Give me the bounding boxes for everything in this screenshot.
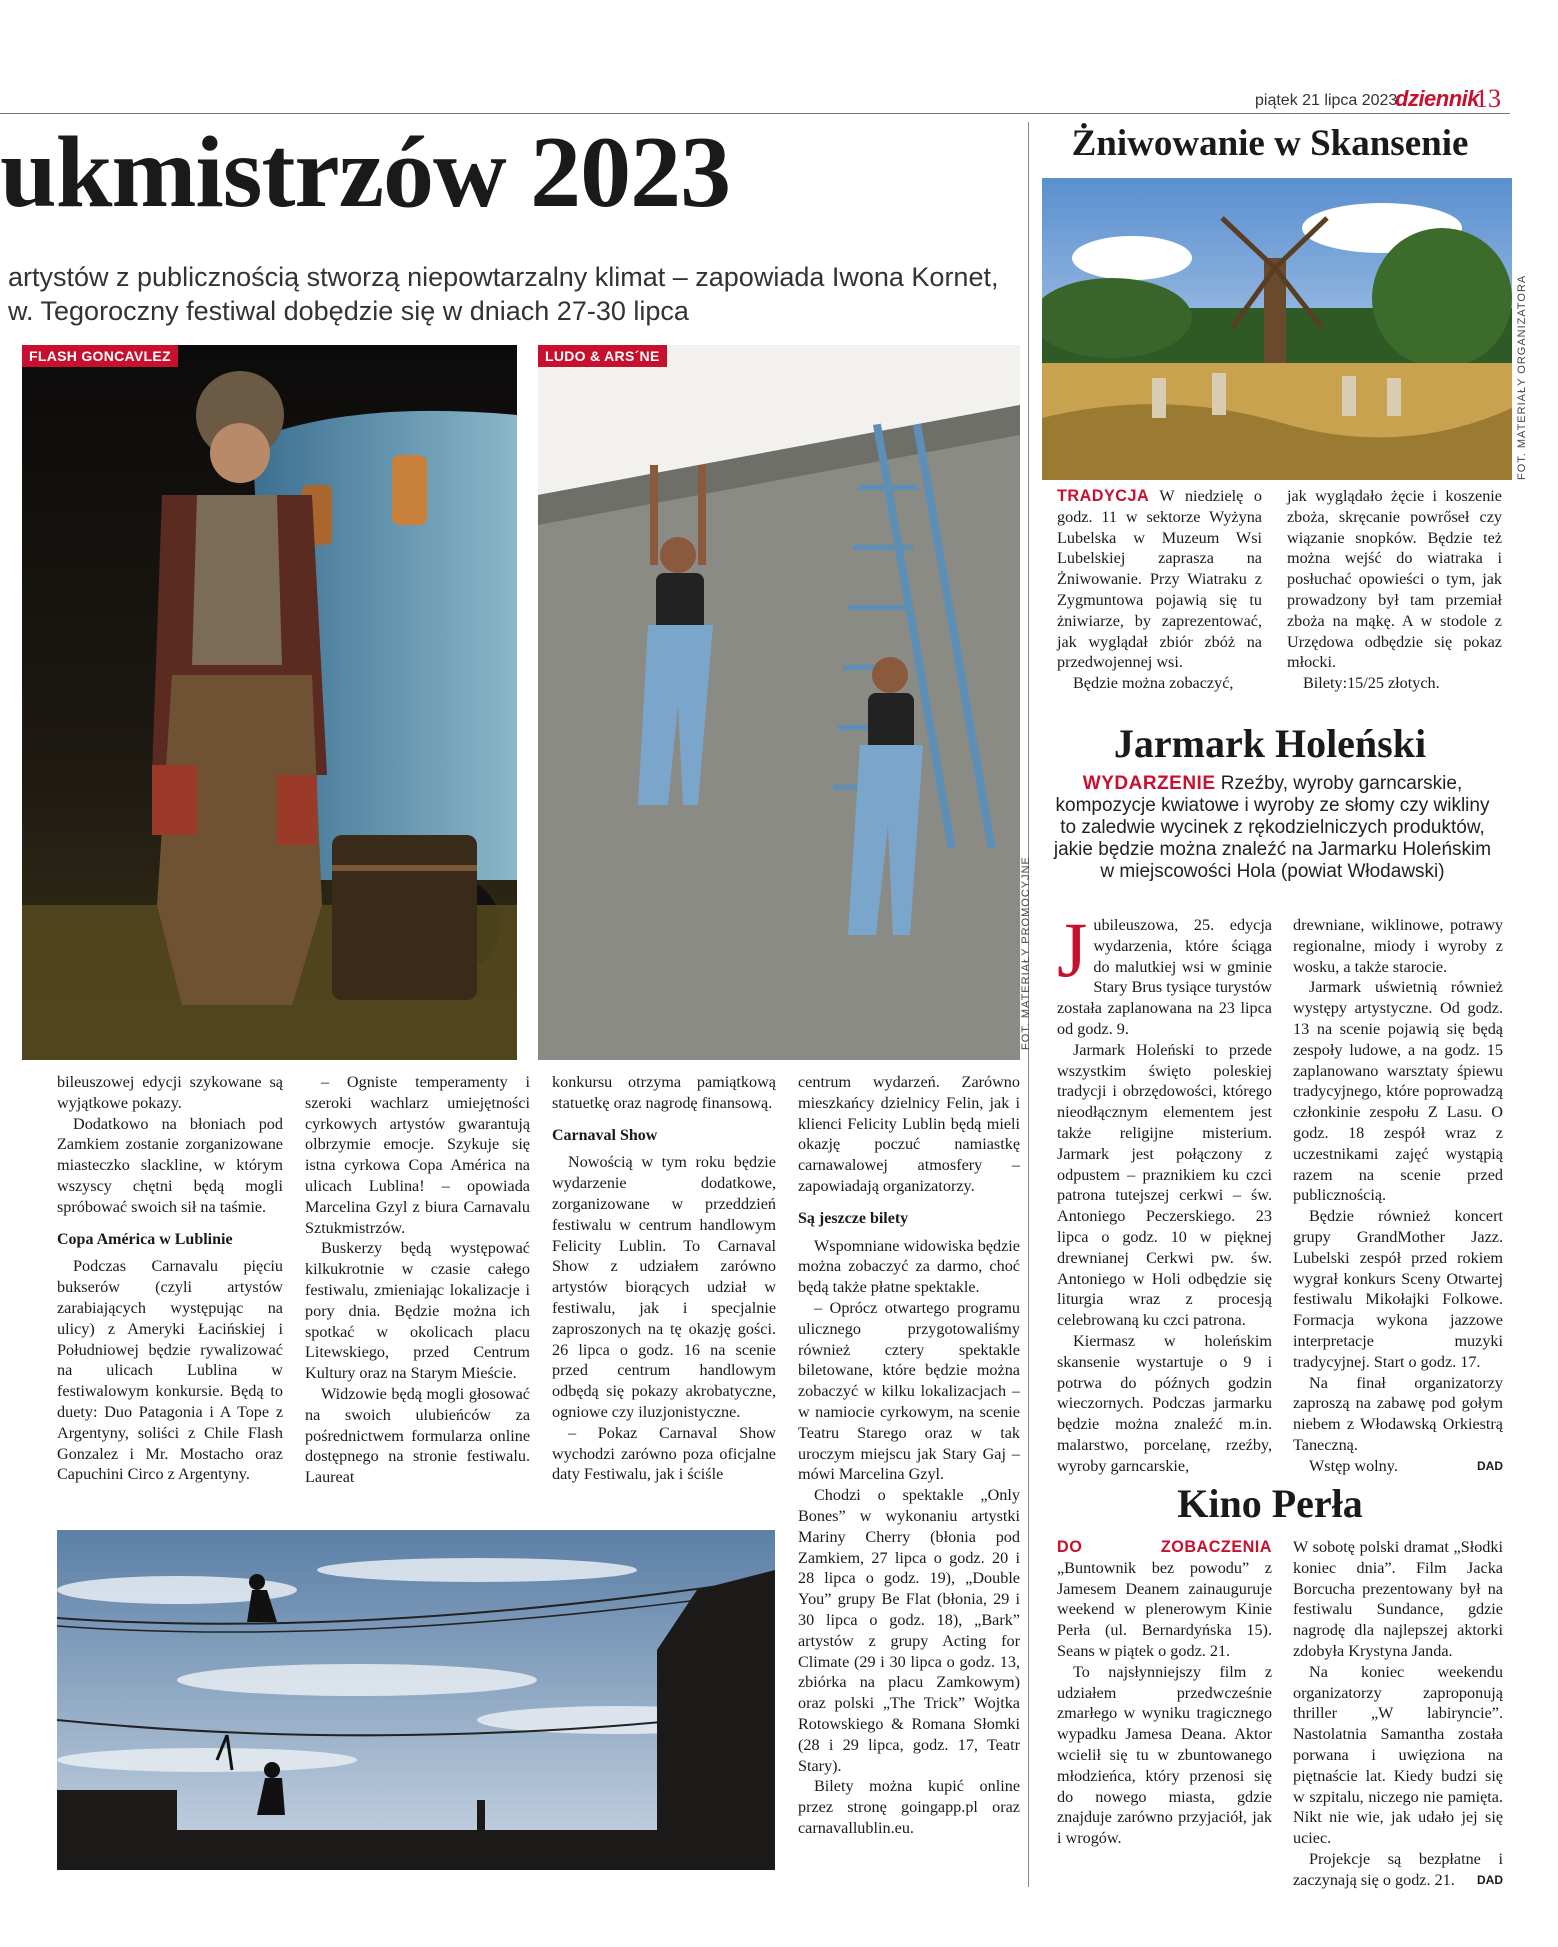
paragraph: W niedzielę o godz. 11 w sektorze Wyżyna Lubelska w Muzeum Wsi Lubelskiej zaprasza na Żniwowanie. Przy Wiatraku z Zygmuntowa pojawią się tu żniwiarze, by zaprezentować, jak wyglądał zbiór zbóż na przedwojennej wsi. <box>1057 487 1262 672</box>
subheading: Copa América w Lublinie <box>57 1230 233 1248</box>
author-signature: DAD <box>1477 1458 1503 1473</box>
paragraph: drewniane, wiklinowe, potrawy regionalne, miody i wyroby z wosku, a także starocie. <box>1293 916 1503 976</box>
jarmark-lead-text: Rzeźby, wyroby garncarskie, kompozycje kwiatowe i wyroby ze słomy czy wikliny to zaledwie wycinek z rękodzielniczych produktów, jakie będzie można znaleźć na Jarmarku Holeńskim w miejscowości Hola (powiat Włodawski) <box>1053 773 1492 882</box>
subheading: Są jeszcze bilety <box>798 1209 909 1227</box>
issue-date: piątek 21 lipca 2023 <box>1255 92 1398 109</box>
photo-caption-tag-2: LUDO & ARS´NE <box>538 345 667 367</box>
newspaper-logo: dziennik <box>1395 86 1480 111</box>
paragraph: W sobotę polski dramat „Słodki koniec dnia”. Film Jacka Borcucha prezentowany był na festiwalu Sundance, gdzie nagrodę dla najlepszej aktorki zdobyła Krystyna Janda. <box>1293 1538 1503 1660</box>
kino-column-2 <box>1293 1537 1503 1891</box>
jarmark-lead <box>1045 773 1500 883</box>
paragraph: Chodzi o spektakle „Only Bones” w wykonaniu artystki Mariny Cherry (błonia pod Zamkiem, 27 lipca o godz. 20 i 28 lipca o godz. 19), „Double You” grupy Be Flat (błonia, 29 i 30 lipca o godz. 18), „Bark” artystów z grupy Acting for Climate (29 i 30 lipca o godz. 13, zbiórka na placu Zamkowym) oraz polski „The Trick” Wojtka Rotowskiego & Romana Słomki (28 i 29 lipca, godz. 17, Teatr Stary). <box>798 1486 1020 1775</box>
paragraph: Widzowie będą mogli głosować na swoich ulubieńców za pośrednictwem formularza online dostępnego na stronie festiwalu. Laureat <box>305 1384 530 1487</box>
paragraph: Na koniec weekendu organizatorzy zaproponują thriller „W labiryncie”. Nastolatnia Samantha została porwana i uwięziona na piętnaście lat. Kiedy budzi się w szpitalu, niczego nie pamięta. Nikt nie wie, jak udało jej się uciec. <box>1293 1662 1503 1848</box>
kino-headline: Kino Perła <box>1177 1481 1363 1526</box>
main-article-column-1 <box>57 1072 283 1485</box>
main-headline: ukmistrzów 2023 <box>0 116 731 229</box>
paragraph: Nowością w tym roku będzie wydarzenie dodatkowe, zorganizowane w przeddzień festiwalu w centrum handlowym Felicity Lublin. To Carnaval Show z udziałem zarówno artystów biorących udział w festiwalu, jak i specjalnie zaproszonych na tę okazję gości. 26 lipca o godz. 16 na scenie przed centrum handlowym odbędą się pokazy akrobatyczne, ogniowe czy iluzjonistyczne. <box>552 1153 776 1421</box>
paragraph: Projekcje są bezpłatne i zaczynają się o godz. 21. <box>1293 1849 1503 1889</box>
paragraph: Dodatkowo na błoniach pod Zamkiem zostanie zorganizowane miasteczko slacklinе, w którym wszyscy chętni będą mogli spróbować swoich sił na taśmie. <box>57 1114 283 1216</box>
photo-slackline-performers <box>57 1530 775 1870</box>
paragraph: – Pokaz Carnaval Show wychodzi zarówno poza oficjalne daty Festiwalu, jak i ściśle <box>552 1423 776 1484</box>
paragraph: jak wyglądało żęcie i koszenie zboża, skręcanie powrőseł czy wiązanie snopków. Będzie też można wejść do wiatraka i posłuchać opowieści o tym, jak prowadzony był tam przemiał zboża na mąkę. A w stodole z Urzędowa odbędzie się pokaz młocki. <box>1287 487 1502 672</box>
paragraph: Wspomniane widowiska będzie można zobaczyć za darmo, choć będą także płatne spektakle. <box>798 1236 1020 1297</box>
photo-credit-skansen: FOT. MATERIAŁY ORGANIZATORA <box>1516 274 1528 480</box>
photo-busker-illustration <box>22 345 517 1060</box>
paragraph: – Oprócz otwartego programu ulicznego przygotowaliśmy również cztery spektakle biletowane, które będzie można zobaczyć w kilku lokalizacjach – w namiocie cyrkowym, na scenie Teatru Starego oraz w tak uroczym miejscu jak Stary Gaj – mówi Marcelina Gzyl. <box>798 1298 1020 1484</box>
paragraph: To najsłynniejszy film z udziałem przedwcześnie zmarłego w wyniku tragicznego wypadku Jamesa Deana. Aktor wcielił się tu w zbuntowanego młodzieńca, który przenosi się do nowego miasta, gdzie znajduje zarówno przyjaciół, jak i wrogów. <box>1057 1662 1272 1848</box>
photo-wall-climbers <box>538 345 1020 1060</box>
paragraph: konkursu otrzyma pamiątkową statuetkę oraz nagrodę finansową. <box>552 1073 776 1112</box>
paragraph: Podczas Carnavalu pięciu bukserów (czyli artystów zarabiających występując na ulicy) z Ameryki Łacińskiej i Południowej będzie rywalizować na ulicach Lublina w festiwalowym konkursie. Będą to duety: Duo Patagonia i A Tope z Argentyny, soliści z Chile Flash Gonzalez i Mr. Mostacho oraz Capuchini Circo z Argentyny. <box>57 1257 283 1484</box>
skansen-column-1 <box>1057 486 1262 694</box>
paragraph: Kiermasz w holeńskim skansenie wystartuje o 9 i potrwa do późnych godzin wieczornych. Podczas jarmarku będzie można znaleźć m.in. malarstwo, porcelanę, rzeźby, wyroby garncarskie, <box>1057 1331 1272 1475</box>
skansen-kicker: TRADYCJA <box>1057 487 1150 505</box>
jarmark-column-1 <box>1057 906 1272 1477</box>
paragraph: Wstęp wolny. <box>1309 1456 1398 1475</box>
lead-line-2: w. Tegoroczny festiwal dobędzie się w dniach 27-30 lipca <box>8 296 689 326</box>
paragraph: Będzie można zobaczyć, <box>1073 674 1234 693</box>
subheading: Carnaval Show <box>552 1126 658 1144</box>
paragraph: Bilety:15/25 złotych. <box>1303 674 1440 693</box>
paragraph: Buskerzy będą występować kilkukrotnie w czasie całego festiwalu, zmieniając lokalizacje i pory dnia. Będzie można ich spotkać w okolicach placu Litewskiego, przed Centrum Kultury oraz na Starym Mieście. <box>305 1239 530 1383</box>
paragraph: Jarmark uświetnią również występy artystyczne. Od godz. 13 na scenie pojawią się będą zespoły ludowe, a na godz. 15 zaplanowano warsztaty śpiewu tradycyjnego, które poprowadzą członkinie zespołu Z Lasu. O godz. 18 zespół wraz z uczestnikami zajęć wystąpią razem na scenie przed publicznością. <box>1293 978 1503 1205</box>
main-article-column-4 <box>798 1072 1020 1839</box>
paragraph: Będzie również koncert grupy GrandMother Jazz. Lubelski zespół przed rokiem wygrał konkurs Sceny Otwartej festiwalu Mikołajki Folkowe. Formacja wykona jazzowe interpretacje muzyki tradycyjnej. Start o godz. 17. <box>1293 1207 1503 1371</box>
lead-line-1: artystów z publicznością stworzą niepowtarzalny klimat – zapowiada Iwona Kornet, <box>8 262 999 292</box>
jarmark-kicker: WYDARZENIE <box>1082 773 1216 794</box>
paragraph: Bilety można kupić online przez stronę goingapp.pl oraz carnavallublin.eu. <box>798 1777 1020 1837</box>
jarmark-column-2 <box>1293 915 1503 1477</box>
page-number: 13 <box>1475 84 1501 113</box>
skansen-headline: Żniwowanie w Skansenie <box>1071 123 1469 164</box>
kino-kicker: DO ZOBACZENIA <box>1057 1538 1272 1556</box>
skansen-column-2 <box>1287 486 1502 694</box>
paragraph: – Ogniste temperamenty i szeroki wachlarz umiejętności cyrkowych artystów gwarantują olbrzymie emocje. Szykuje się istna cyrkowa Copa América na ulicach Lublina! – opowiada Marcelina Gzyl z biura Carnavalu Sztukmistrzów. <box>305 1073 530 1237</box>
photo-harvest-windmill <box>1042 178 1512 480</box>
photo-climbers-illustration <box>538 345 1020 1060</box>
kino-column-1 <box>1057 1537 1272 1849</box>
photo-slackline-illustration <box>57 1530 775 1870</box>
photo-credit-main: FOT. MATERIAŁY PROMOCYJNE <box>1020 856 1032 1050</box>
photo-caption-tag-1: FLASH GONCAVLEZ <box>22 345 178 367</box>
photo-harvest-illustration <box>1042 178 1512 480</box>
paragraph: „Buntownik bez powodu” z Jamesem Deanem zainauguruje weekend w plenerowym Kinie Perła (ul. Bernardyńska 15). Seans w piątek o godz. 21. <box>1057 1558 1272 1660</box>
drop-cap: J <box>1057 906 1088 993</box>
paragraph: Jarmark Holeński to przede wszystkim święto poleskiej tradycji i obrzędowości, którego nieodłącznym elementem jest także religijne misterium. Jarmark jest połączony z odpustem – praznikiem ku czci patrona tutejszej cerkwi – św. Antoniego Peczerskiego. 23 lipca o godz. 10 w pięknej drewnianej Cerkwi pw. św. Antoniego w Holi odbędzie się liturgia wraz z procesją celebrowaną ku czci patrona. <box>1057 1040 1272 1330</box>
paragraph: centrum wydarzeń. Zarówno mieszkańcy dzielnicy Felin, jak i klienci Felicity Lublin będą mieli okazję poczuć namiastkę carnawalowej atmosfery – zapowiadają organizatorzy. <box>798 1073 1020 1195</box>
jarmark-headline: Jarmark Holeński <box>1113 721 1427 766</box>
paragraph: bileuszowej edycji szykowane są wyjątkowe pokazy. <box>57 1073 283 1112</box>
main-article-column-2 <box>305 1072 530 1488</box>
header-rule <box>0 113 1510 114</box>
author-signature: DAD <box>1477 1872 1503 1887</box>
main-article-column-3 <box>552 1072 776 1485</box>
photo-busker-with-suitcase <box>22 345 517 1060</box>
paragraph: Na finał organizatorzy zaproszą na zabawę pod gołym niebem z Włodawską Orkiestrą Taneczną. <box>1293 1373 1503 1454</box>
paragraph: ubileuszowa, 25. edycja wydarzenia, które ściąga do malutkiej wsi w gminie Stary Brus tysiące turystów została zaplanowana na 23 lipca od godz. 9. <box>1057 916 1272 1038</box>
